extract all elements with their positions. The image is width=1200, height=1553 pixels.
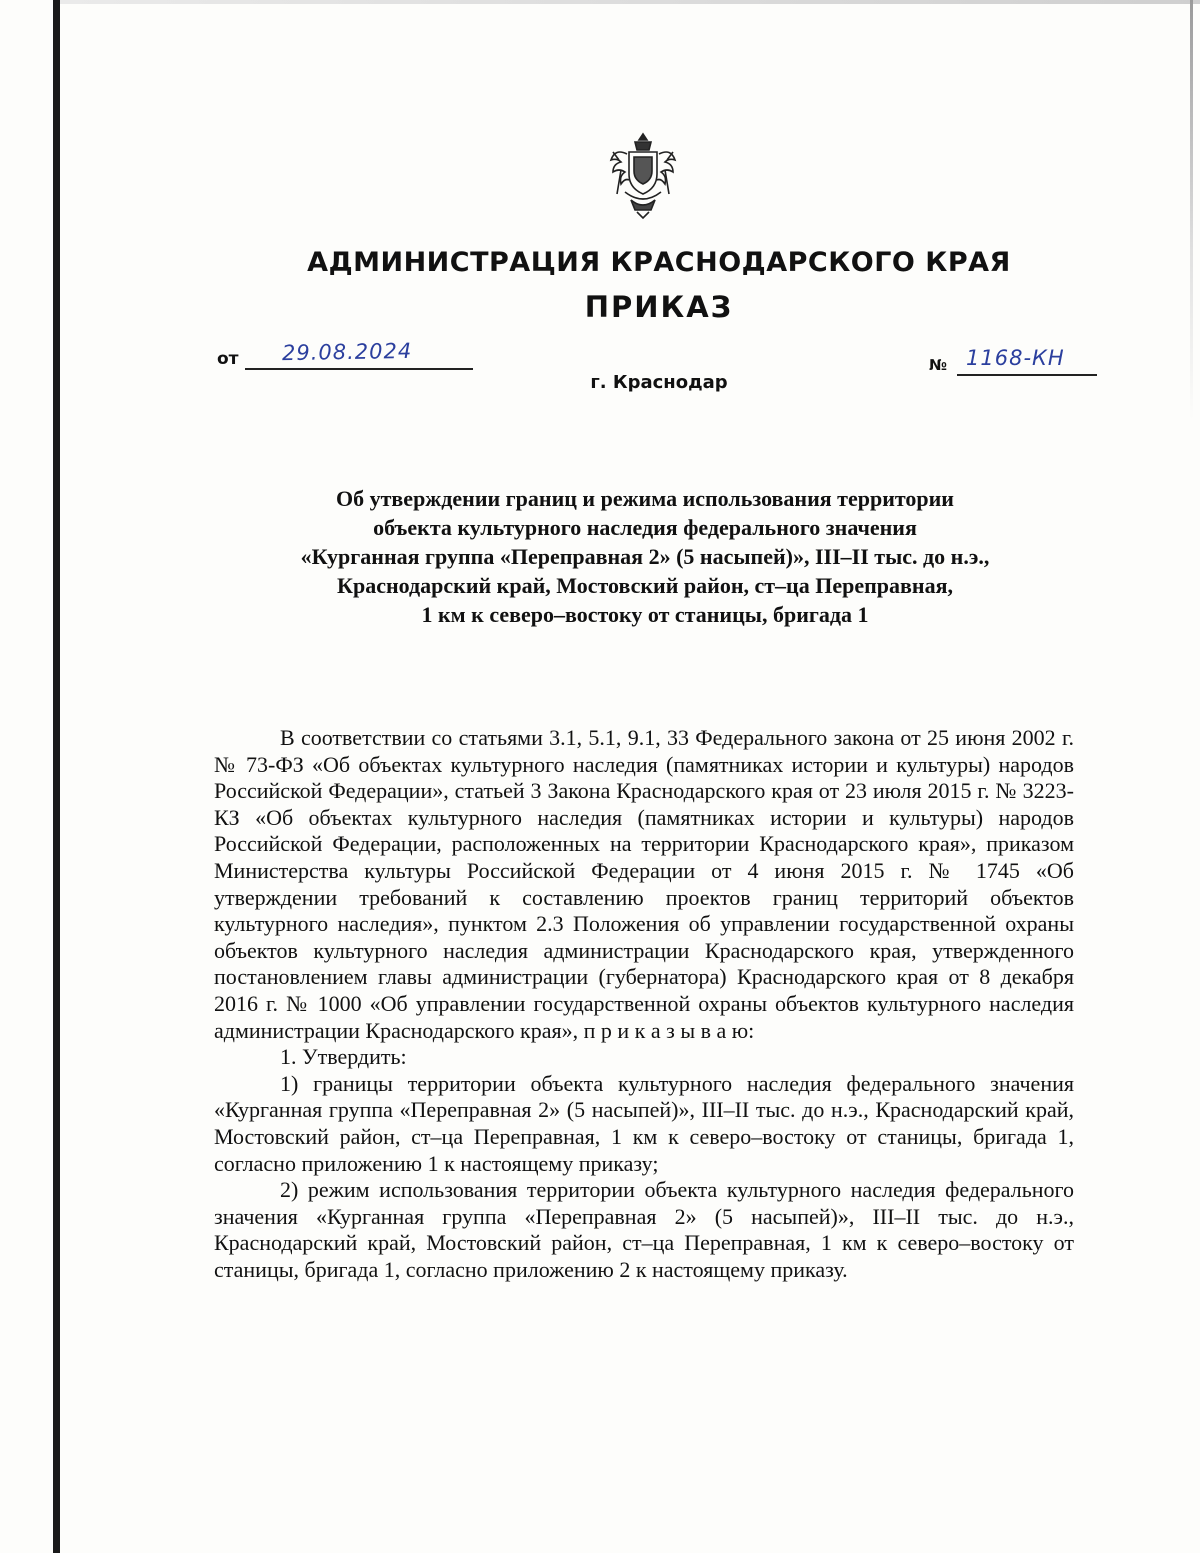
item-1: 1. Утвердить: [280, 1044, 407, 1070]
number-underline [957, 374, 1097, 376]
subject-line: объекта культурного наследия федерального значения [373, 515, 917, 540]
document-body [214, 725, 1074, 1283]
number-label: № [929, 356, 948, 374]
organization-title: АДМИНИСТРАЦИЯ КРАСНОДАРСКОГО КРАЯ [307, 247, 1011, 278]
scan-edge-top [60, 0, 1200, 4]
scan-edge-left [53, 0, 60, 1553]
city-label: г. Краснодар [590, 372, 728, 393]
handwritten-date: 29.08.2024 [281, 338, 413, 366]
date-underline [245, 368, 473, 370]
document-type: ПРИКАЗ [584, 290, 734, 324]
subject-line: Об утверждении границ и режима использования территории [336, 486, 954, 511]
document-subject [212, 484, 1078, 629]
preamble-text: В соответствии со статьями 3.1, 5.1, 9.1, 33 Федерального закона от 25 июня 2002 г. № 73-ФЗ «Об объектах культурного наследия (памятниках истории и культуры) народов Российской Федерации», статьей 3 Закона Краснодарского края от 23 июля 2015 г. № 3223-КЗ «Об объектах культурного наследия (памятниках истории и культуры) народов Российской Федерации, расположенных на территории Краснодарского края», приказом Министерства культуры Российской Федерации от 4 июня 2015 г. № 1745 «Об утверждении требований к составлению проектов границ территорий объектов культурного наследия», пунктом 2.3 Положения об управлении государственной охраны объектов культурного наследия администрации Краснодарского края, утвержденного постановлением главы администрации (губернатора) Краснодарского края от 8 декабря 2016 г. № 1000 «Об управлении государственной охраны объектов культурного наследия администрации Краснодарского края», [214, 725, 1074, 1043]
scan-edge-right [1190, 0, 1193, 420]
order-word: п р и к а з ы в а ю: [583, 1017, 755, 1043]
subitem-2: 2) режим использования территории объекта культурного наследия федерального значения «Курганная группа «Переправная 2» (5 насыпей)», III–II тыс. до н.э., Краснодарский край, Мостовский район, ст–ца Переправная, 1 км к северо–востоку от станицы, бригада 1, согласно приложению 2 к настоящему приказу. [214, 1177, 1074, 1282]
handwritten-number: 1168-КН [966, 346, 1065, 370]
subject-line: «Курганная группа «Переправная 2» (5 насыпей)», III–II тыс. до н.э., [300, 544, 990, 569]
coat-of-arms-icon [607, 130, 679, 222]
date-label: от [217, 349, 239, 369]
subitem-1: 1) границы территории объекта культурного наследия федерального значения «Курганная группа «Переправная 2» (5 насыпей)», III–II тыс. до н.э., Краснодарский край, Мостовский район, ст–ца Переправная, 1 км к северо–востоку от станицы, бригада 1, согласно приложению 1 к настоящему приказу; [214, 1070, 1074, 1176]
subject-line: 1 км к северо–востоку от станицы, бригада 1 [421, 602, 869, 627]
preamble-paragraph [214, 725, 1074, 1044]
subject-line: Краснодарский край, Мостовский район, ст–ца Переправная, [337, 573, 953, 598]
